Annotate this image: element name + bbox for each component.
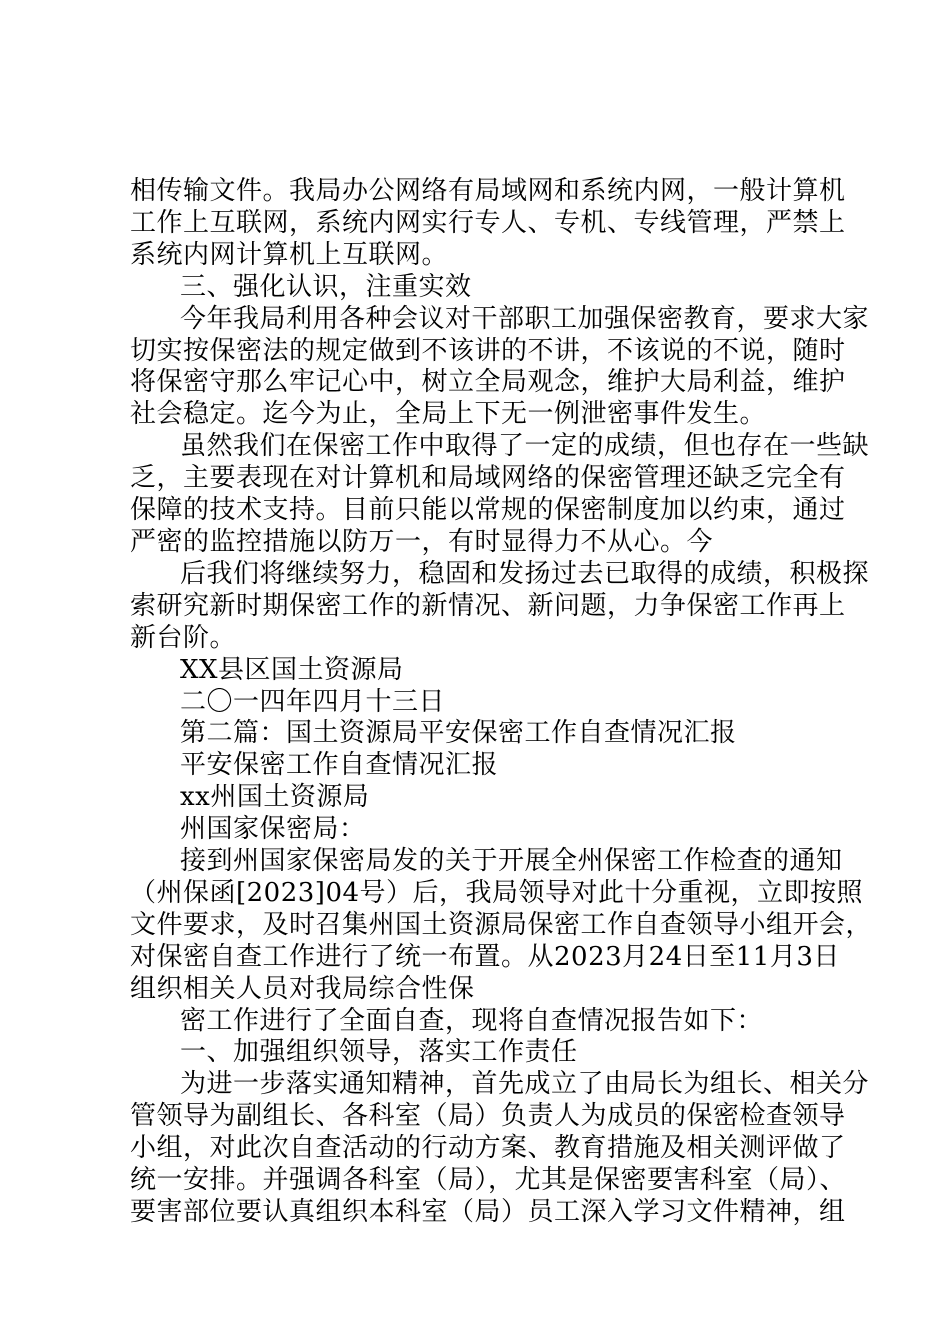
text-line: 工作上互联网，系统内网实行专人、专机、专线管理，严禁上 — [130, 207, 846, 238]
text-line: 保障的技术支持。目前只能以常规的保密制度加以约束，通过 — [130, 495, 846, 526]
text-line: 相传输文件。我局办公网络有局域网和系统内网，一般计算机 — [130, 176, 846, 206]
signature-date: 二〇一四年四月十三日 — [180, 686, 446, 717]
text-line: 今年我局利用各种会议对干部职工加强保密教育，要求大家 — [180, 303, 870, 334]
text-line: 接到州国家保密局发的关于开展全州保密工作检查的通知 — [180, 846, 843, 877]
text-line: 小组，对此次自查活动的行动方案、教育措施及相关测评做了 — [130, 1133, 846, 1164]
text-line: 乏，主要表现在对计算机和局域网络的保密管理还缺乏完全有 — [130, 463, 846, 494]
text-line: 对保密自查工作进行了统一布置。从2023月24日至11月3日 — [130, 941, 840, 972]
text-line: 统一安排。并强调各科室（局），尤其是保密要害科室（局）、 — [130, 1165, 847, 1196]
text-line: 要害部位要认真组织本科室（局）员工深入学习文件精神，组 — [130, 1197, 846, 1227]
text-line: 新台阶。 — [130, 622, 237, 653]
text-line: 切实按保密法的规定做到不该讲的不讲，不该说的不说，随时 — [130, 335, 846, 366]
text-line: 文件要求，及时召集州国土资源局保密工作自查领导小组开会， — [130, 909, 873, 940]
text-line: 系统内网计算机上互联网。 — [130, 239, 449, 270]
text-line: 为进一步落实通知精神，首先成立了由局长为组长、相关分 — [180, 1069, 870, 1100]
text-line: 虽然我们在保密工作中取得了一定的成绩，但也存在一些缺 — [180, 431, 870, 462]
text-line: 索研究新时期保密工作的新情况、新问题，力争保密工作再上 — [130, 590, 846, 621]
report-org: xx州国土资源局 — [180, 782, 370, 813]
document-body — [130, 176, 873, 1229]
section-heading: 一、加强组织领导，落实工作责任 — [180, 1037, 578, 1068]
text-line: 密工作进行了全面自查，现将自查情况报告如下： — [180, 1005, 764, 1036]
text-line: 管领导为副组长、各科室（局）负责人为成员的保密检查领导 — [130, 1101, 846, 1132]
text-line: 社会稳定。迄今为止，全局上下无一例泄密事件发生。 — [130, 399, 767, 430]
text-line: 后我们将继续努力，稳固和发扬过去已取得的成绩，积极探 — [180, 558, 870, 589]
text-line: 严密的监控措施以防万一，有时显得力不从心。今 — [130, 526, 714, 557]
report-addressee: 州国家保密局： — [180, 814, 366, 845]
part-title: 第二篇：国土资源局平安保密工作自查情况汇报 — [180, 718, 737, 749]
text-line: （州保函[2023]04号）后，我局领导对此十分重视，立即按照 — [130, 877, 864, 908]
text-line: 将保密守那么牢记心中，树立全局观念，维护大局利益，维护 — [130, 367, 846, 398]
signature-org: XX县区国土资源局 — [180, 654, 404, 685]
report-title: 平安保密工作自查情况汇报 — [180, 750, 499, 781]
section-heading: 三、强化认识，注重实效 — [180, 271, 472, 302]
text-line: 组织相关人员对我局综合性保 — [130, 973, 475, 1004]
